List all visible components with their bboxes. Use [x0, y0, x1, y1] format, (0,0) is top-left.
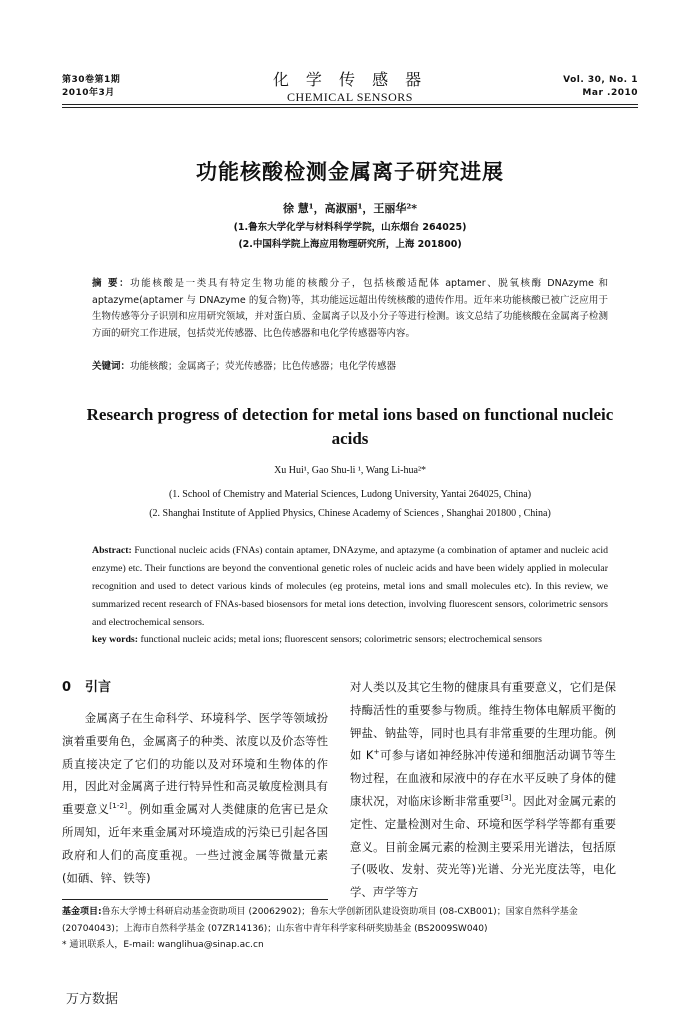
- paper-title-cn: 功能核酸检测金属离子研究进展: [196, 160, 504, 184]
- body-column-right: [350, 676, 616, 904]
- paper-title-en: Research progress of detection for metal ions based on functional nucleic acids: [86, 405, 614, 448]
- fund-text: 鲁东大学博士科研启动基金资助项目 (20062902)；鲁东大学创新团队建设资助项目 (08-CXB001)；国家自然科学基金 (20704043)；上海市自然科学基金 (07ZR14136)；山东省中青年科学家科研奖励基金 (BS2009SW040): [62, 907, 578, 934]
- affiliation-en-1: (1. School of Chemistry and Material Sciences, Ludong University, Yantai 264025, China): [168, 489, 532, 500]
- contact-footnote: * 通讯联系人，E-mail: wanglihua@sinap.ac.cn: [62, 940, 264, 950]
- footnote-rule: [62, 899, 328, 900]
- keywords-cn-label: 关键词：: [92, 361, 131, 372]
- citation-3: [3]: [500, 793, 512, 803]
- affiliations-en: [0, 485, 700, 523]
- volume-en: Vol. 30, No. 1: [563, 75, 638, 85]
- journal-title-cn: 化 学 传 感 器: [272, 70, 428, 89]
- watermark: 万方数据: [66, 992, 119, 1007]
- body-right-text-c: 。因此对金属元素的定性、定量检测对生命、环境和医学科学等都有重要意义。目前金属元素的检测主要采用光谱法，包括原子(吸收、发射、荧光等)光谱、分光光度法等，电化学、声学等方: [350, 793, 616, 900]
- keywords-en-text: functional nucleic acids; metal ions; fluorescent sensors; colorimetric sensors; electrochemical sensors: [140, 634, 542, 645]
- header-volume-en: [563, 74, 638, 100]
- abstract-en-text: Functional nucleic acids (FNAs) contain aptamer, DNAzyme, and aptazyme (a combination of aptamer and nucleic acid enzyme) etc. Their functions are beyond the conventional genetic roles of nucleic acids and have been widely applied in molecular recognition and used to detect various kinds of molecules (eg proteins, metal ions and small molecules etc). In this review, we summarized recent research of FNAs-based biosensors for metal ions detection, involving fluorescent sensors, colorimetric sensors and electrochemical sensors.: [92, 545, 608, 628]
- body-left-text-a: 金属离子在生命科学、环境科学、医学等领域扮演着重要角色，金属离子的种类、浓度以及价态等性质直接决定了它们的功能以及对环境和生物体的作用，因此对金属离子进行特异性和高灵敏度检测具有重要意义: [62, 711, 328, 817]
- affiliation-cn-2: (2.中国科学院上海应用物理研究所，上海 201800): [238, 239, 462, 250]
- volume-cn: 第30卷第1期: [62, 75, 121, 85]
- affiliation-cn-1: (1.鲁东大学化学与材料科学学院，山东烟台 264025): [233, 222, 467, 233]
- journal-title-en: CHEMICAL SENSORS: [287, 90, 413, 104]
- body-left-text-b: 。例如重金属对人类健康的危害已是众所周知，近年来重金属对环境造成的污染已引起各国政府和人们的高度重视。一些过渡金属等微量元素(如硒、锌、铁等): [62, 802, 328, 885]
- abstract-cn: [92, 276, 608, 342]
- affiliation-en-2: (2. Shanghai Institute of Applied Physics, Chinese Academy of Sciences , Shanghai 201800 , China): [149, 508, 551, 519]
- fund-label: 基金项目:: [62, 907, 102, 917]
- section-number: 0: [62, 680, 72, 695]
- keywords-cn-text: 功能核酸；金属离子；荧光传感器；比色传感器；电化学传感器: [130, 361, 397, 372]
- fund-footnote: [62, 904, 638, 937]
- authors-en: Xu Hui¹, Gao Shu-li ¹, Wang Li-hua²*: [274, 465, 426, 476]
- abstract-en-label: Abstract:: [92, 545, 132, 556]
- abstract-cn-text: 功能核酸是一类具有特定生物功能的核酸分子，包括核酸适配体 aptamer、脱氧核酶 DNAzyme 和 aptazyme(aptamer 与 DNAzyme 的复合物)等，其功能远远超出传统核酸的遗传作用。近年来功能核酸已被广泛应用于生物传感等分子识别和应用研究领域，并对蛋白质、金属离子以及小分子等进行检测。该文总结了功能核酸在金属离子检测方面的研究工作进展，包括荧光传感器、比色传感器和电化学传感器等内容。: [92, 278, 609, 339]
- date-en: Mar .2010: [582, 88, 638, 98]
- keywords-en-label: key words:: [92, 634, 138, 645]
- body-right-text-a: 对人类以及其它生物的健康具有重要意义，它们是保持酶活性的重要参与物质。维持生物体电解质平衡的钾盐、钠盐等，同时也具有非常重要的生理功能。例如 K: [350, 680, 616, 763]
- abstract-en: [92, 542, 608, 632]
- header-rule-thin: [62, 107, 638, 108]
- body-right-text-b: 可参与诸如神经脉冲传递和细胞活动调节等生物过程，在血液和尿液中的存在水平反映了身体的健康状况，对临床诊断非常重要: [350, 748, 616, 808]
- authors-cn: 徐 慧¹，高淑丽¹，王丽华²*: [282, 202, 418, 215]
- affiliations-cn: [0, 219, 700, 253]
- body-paragraph-right: [350, 676, 616, 904]
- citation-1-2: [1-2]: [109, 801, 128, 811]
- keywords-en: [92, 631, 608, 649]
- body-column-left: [62, 707, 328, 889]
- section-heading: [62, 676, 111, 695]
- date-cn: 2010年3月: [62, 88, 115, 98]
- potassium-ion-superscript: +: [373, 747, 380, 757]
- section-title: 引言: [85, 680, 112, 695]
- keywords-cn: [92, 359, 608, 375]
- footnotes: [62, 904, 638, 954]
- header-rule: [62, 104, 638, 105]
- abstract-cn-label: 摘 要：: [92, 278, 131, 289]
- body-paragraph-left: [62, 707, 328, 889]
